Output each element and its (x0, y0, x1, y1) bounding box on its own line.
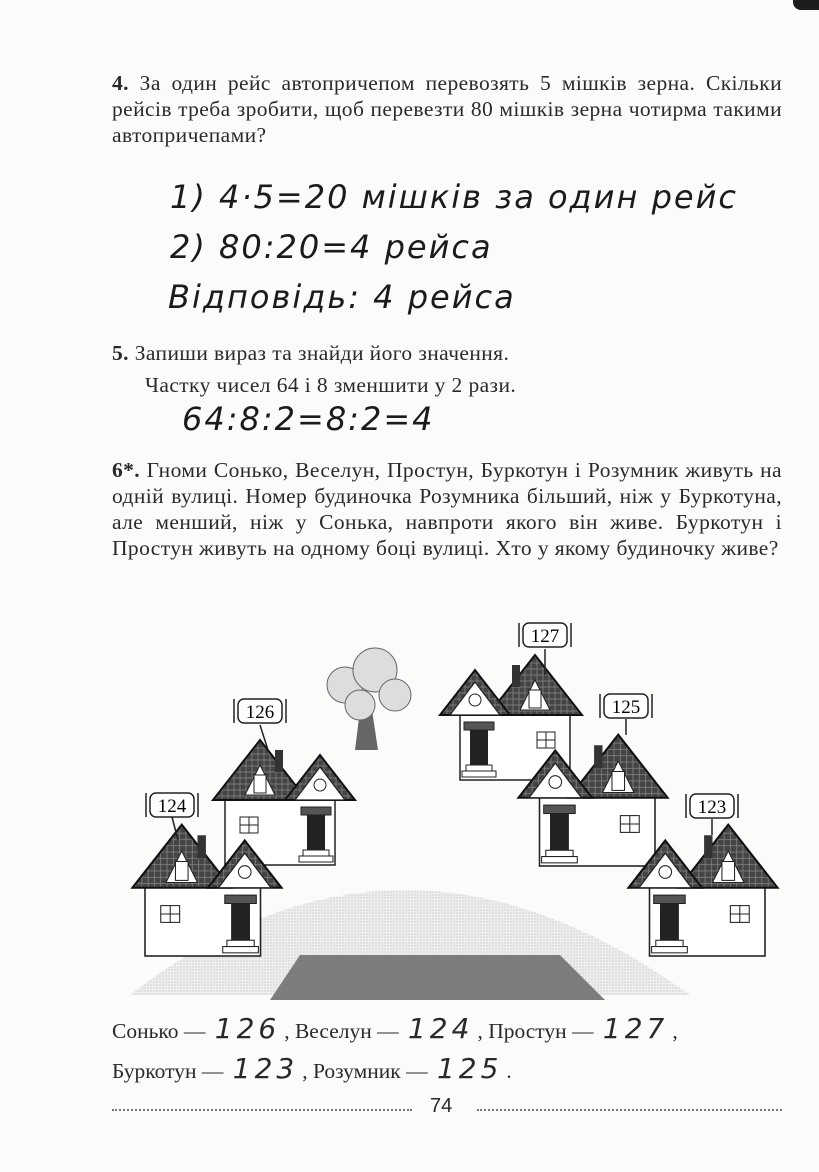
house-number: 123 (697, 797, 727, 818)
footer-divider-left (112, 1109, 412, 1111)
page-footer (112, 1095, 782, 1119)
footer-divider-right (477, 1109, 782, 1111)
label-rozumnyk: , Розумник — (302, 1059, 428, 1083)
house-sign-126 (234, 699, 286, 723)
comma: , (672, 1019, 678, 1043)
task-number: 4. (112, 71, 129, 95)
value-prostun: 127 (602, 1012, 669, 1045)
handwritten-expression: 64:8:2=8:2=4 (182, 400, 435, 438)
task-number: 5. (112, 341, 129, 365)
task-6 (112, 457, 782, 561)
value-rozumnyk: 125 (436, 1052, 503, 1085)
task-text-line-1: Запиши вираз та знайди його значення. (134, 341, 510, 365)
page-number: 74 (430, 1095, 453, 1117)
handwritten-solution-line-2: 2) 80:20=4 рейса (170, 228, 493, 266)
house-number: 126 (245, 702, 275, 723)
value-burkotun: 123 (232, 1052, 299, 1085)
corner-mark (793, 0, 819, 10)
house-sign-125 (600, 694, 652, 718)
value-veselun: 124 (407, 1012, 474, 1045)
label-burkotun: Буркотун — (112, 1059, 224, 1083)
task-text: За один рейс автопричепом перевозять 5 мішків зерна. Скільки рейсів треба зробити, щоб перевезти 80 мішків зерна чотирма такими автопричепами? (112, 71, 783, 147)
task-text-line-2: Частку чисел 64 і 8 зменшити у 2 рази. (145, 373, 517, 397)
handwritten-answer: Відповідь: 4 рейса (168, 278, 516, 316)
house-number: 125 (611, 697, 641, 718)
house-sign-124 (146, 793, 198, 817)
task-4 (112, 70, 782, 148)
value-sonko: 126 (214, 1012, 281, 1045)
answer-line-1 (112, 1012, 678, 1045)
label-veselun: , Веселун — (284, 1019, 399, 1043)
handwritten-solution-line-1: 1) 4·5=20 мішків за один рейс (170, 178, 738, 216)
houses-illustration (0, 615, 819, 1015)
task-text: Гноми Сонько, Веселун, Простун, Буркотун і Розумник живуть на одній вулиці. Номер будиночка Розумника більший, ніж у Буркотуна, але менший, ніж у Сонька, навпроти якого він живе. Буркотун і Простун живуть на одному боці вулиці. Хто у якому будиночку живе? (112, 458, 782, 560)
house-sign-123 (686, 794, 738, 818)
task-number: 6*. (112, 458, 141, 482)
house-number: 124 (157, 796, 187, 817)
period: . (506, 1059, 512, 1083)
label-prostun: , Простун — (477, 1019, 594, 1043)
house-number: 127 (530, 626, 560, 647)
task-5 (112, 340, 782, 398)
label-sonko: Сонько — (112, 1019, 206, 1043)
answer-line-2 (112, 1052, 512, 1085)
tree-illustration (327, 648, 411, 750)
house-sign-127 (519, 623, 571, 647)
